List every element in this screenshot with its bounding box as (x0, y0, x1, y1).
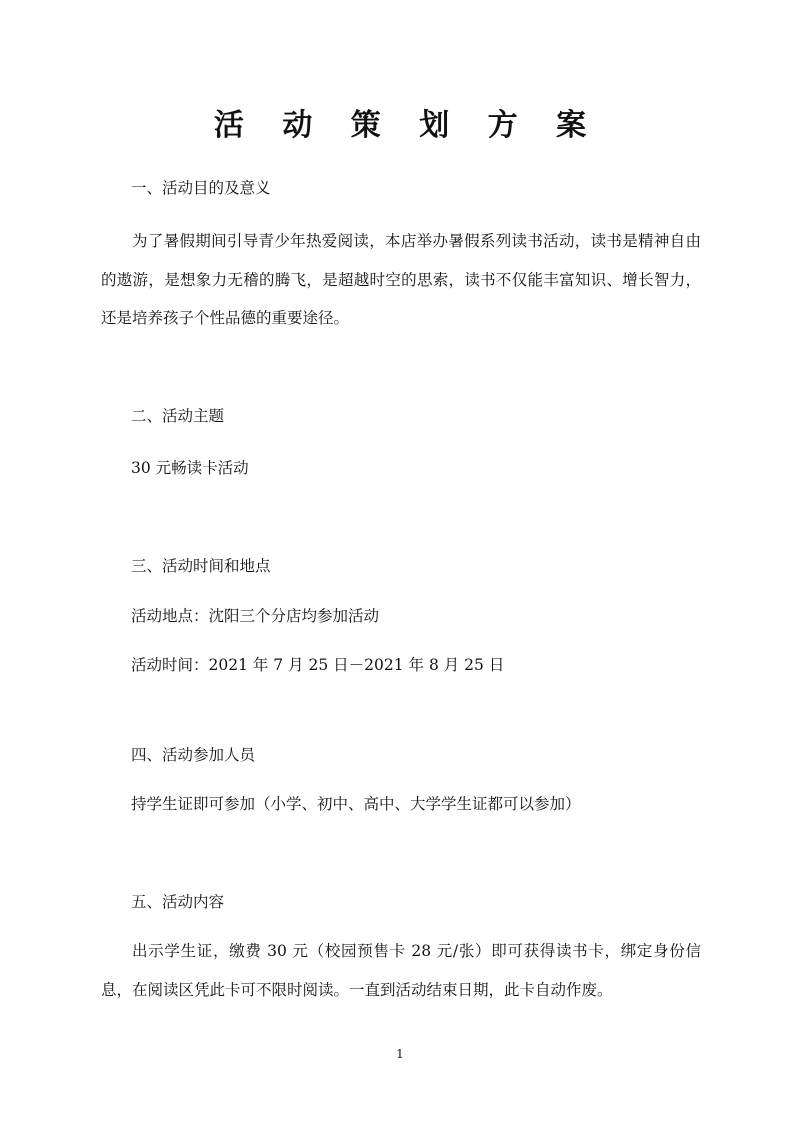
section-2-body: 30 元畅读卡活动 (131, 459, 249, 477)
section-1-heading: 一、活动目的及意义 (131, 179, 271, 197)
section-3-place: 活动地点：沈阳三个分店均参加活动 (131, 607, 380, 625)
section-3-heading: 三、活动时间和地点 (131, 557, 271, 575)
section-2-heading: 二、活动主题 (131, 407, 225, 425)
section-5-heading: 五、活动内容 (131, 893, 225, 911)
document-title: 活 动 策 划 方 案 (213, 108, 601, 143)
section-1-body: 为了暑假期间引导青少年热爱阅读，本店举办暑假系列读书活动，读书是精神自由的遨游，是想象力无稽的腾飞，是超越时空的思索，读书不仅能丰富知识、增长智力，还是培养孩子个性品德的重要途径。 (101, 232, 701, 327)
section-3-time: 活动时间：2021 年 7 月 25 日－2021 年 8 月 25 日 (131, 656, 505, 674)
section-5-body: 出示学生证，缴费 30 元（校园预售卡 28 元/张）即可获得读书卡，绑定身份信息，在阅读区凭此卡可不限时阅读。一直到活动结束日期，此卡自动作废。 (101, 942, 701, 999)
page-number: 1 (396, 1047, 404, 1061)
section-4-heading: 四、活动参加人员 (131, 746, 256, 764)
section-4-body: 持学生证即可参加（小学、初中、高中、大学学生证都可以参加） (131, 795, 581, 813)
